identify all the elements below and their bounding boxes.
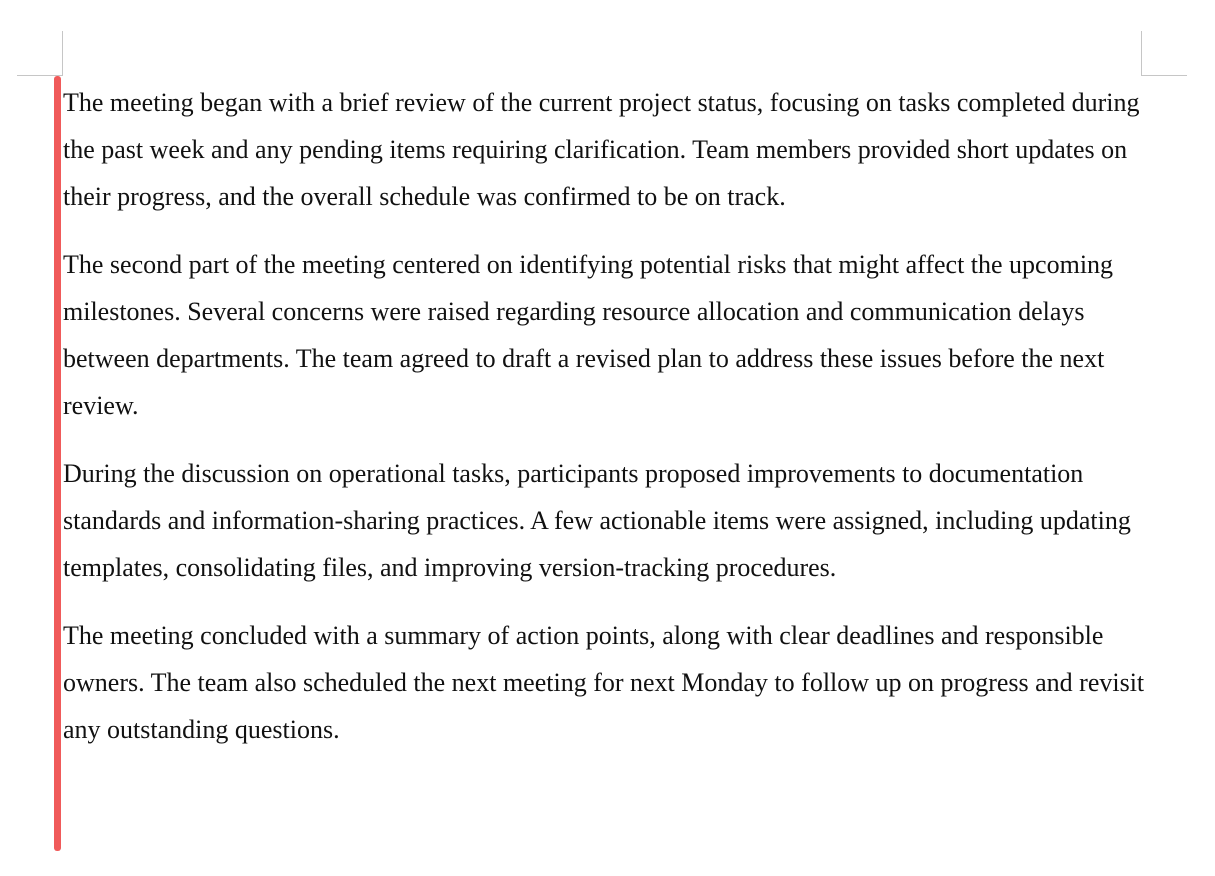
crop-mark-top-right-vertical — [1141, 31, 1142, 76]
paragraph-4[interactable]: The meeting concluded with a summary of action points, along with clear deadlines and responsible owners. The team also scheduled the next meeting for next Monday to follow up on progress and revisit any outstanding questions. — [63, 621, 1145, 744]
paragraph-2[interactable]: The second part of the meeting centered on identifying potential risks that might affect the upcoming milestones. Several concerns were raised regarding resource allocation and communication delays between departments. The team agreed to draft a revised plan to address these issues before the next review. — [63, 250, 1114, 420]
paragraph-1[interactable]: The meeting began with a brief review of the current project status, focusing on tasks completed during the past week and any pending items requiring clarification. Team members provided short updates on their progress, and the overall schedule was confirmed to be on track. — [63, 88, 1140, 211]
paragraph-3[interactable]: During the discussion on operational tasks, participants proposed improvements to documentation standards and information-sharing practices. A few actionable items were assigned, including updating templates, consolidating files, and improving version-tracking procedures. — [63, 459, 1131, 582]
crop-mark-top-left-vertical — [62, 31, 63, 76]
crop-mark-top-right-horizontal — [1141, 75, 1187, 76]
tracked-change-bar[interactable] — [54, 76, 61, 851]
document-body[interactable] — [63, 79, 1148, 774]
